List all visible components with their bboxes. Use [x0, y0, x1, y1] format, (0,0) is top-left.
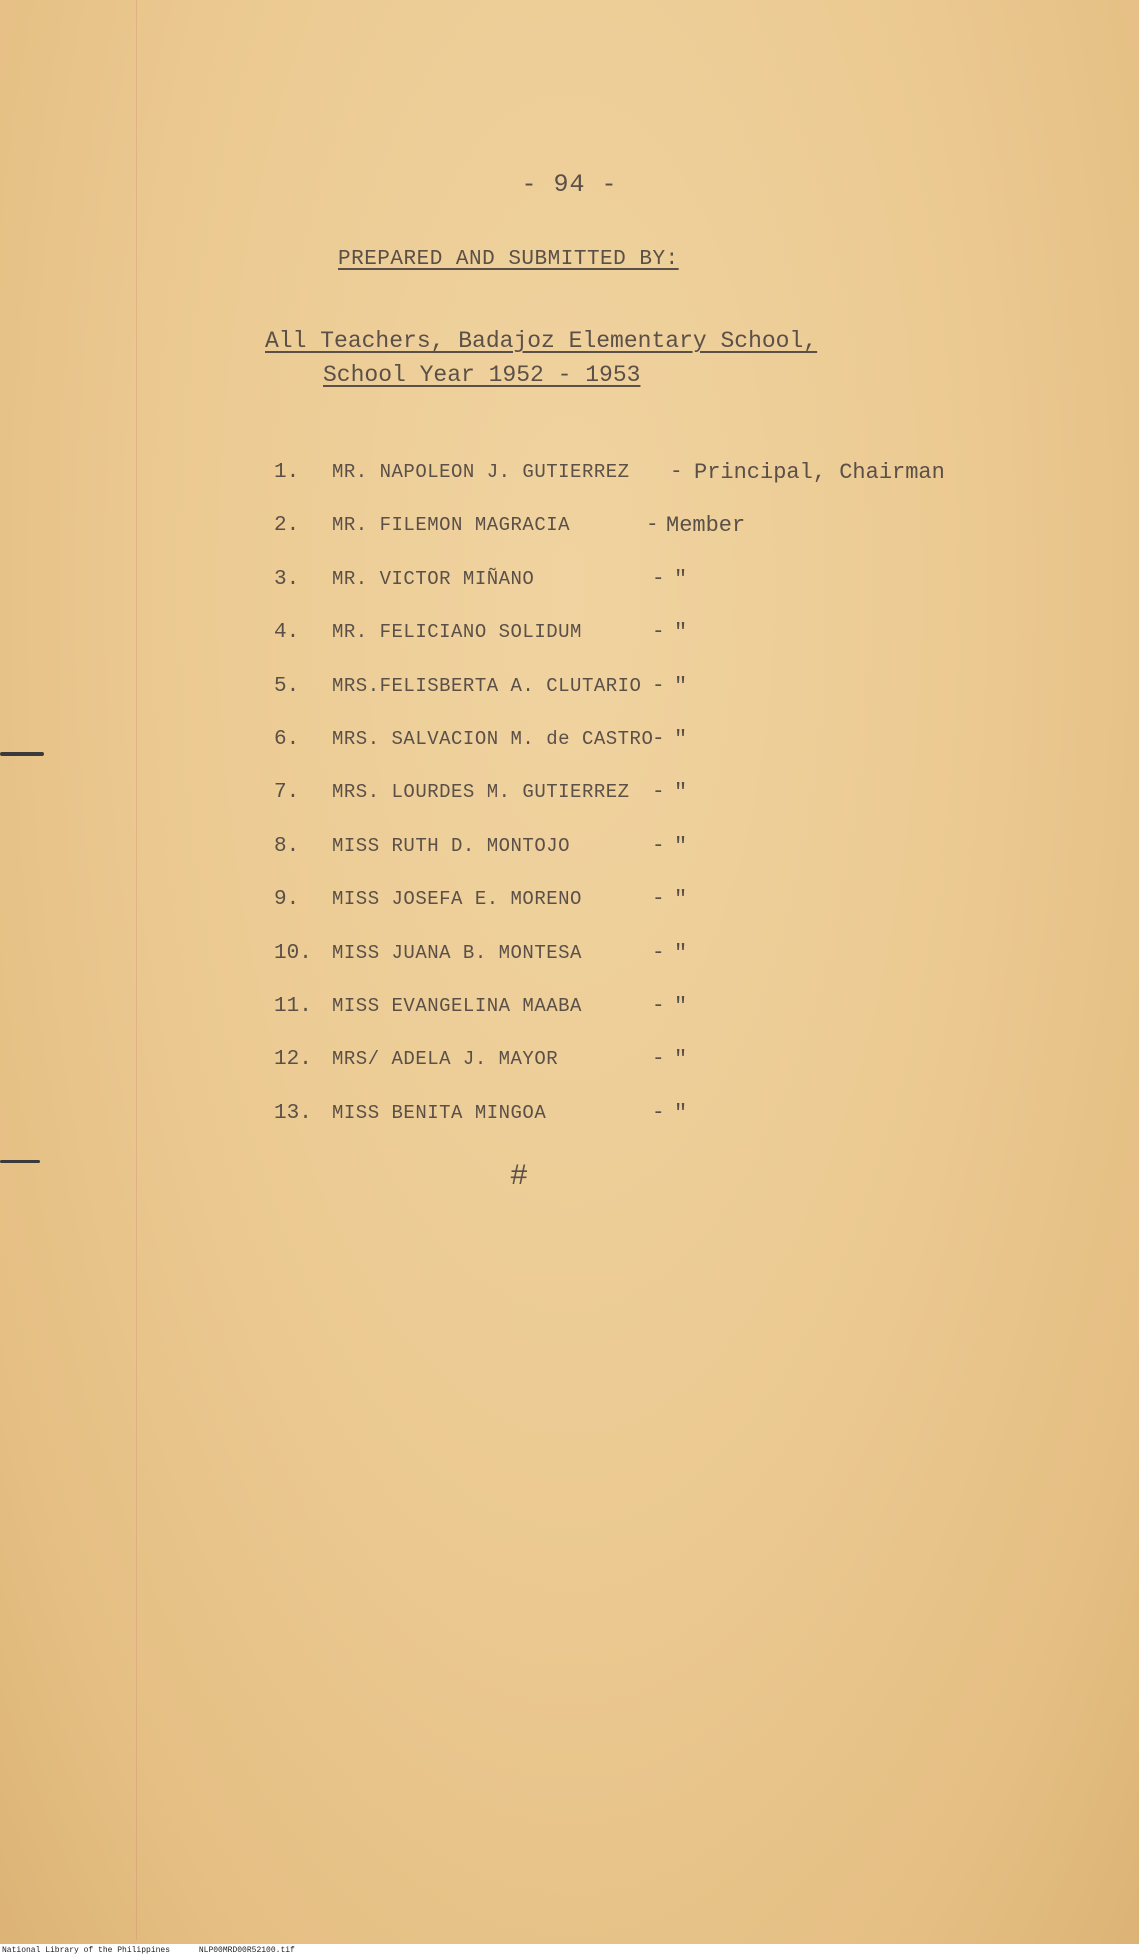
binding-mark-top: [0, 752, 44, 756]
member-name: MRS.FELISBERTA A. CLUTARIO: [332, 674, 642, 697]
margin-rule: [136, 0, 137, 1940]
item-number: 8.: [274, 834, 300, 858]
member-role: ": [674, 726, 688, 752]
separator-dash: -: [670, 461, 683, 484]
binding-mark-bottom: [0, 1160, 40, 1163]
document-heading: PREPARED AND SUBMITTED BY:: [338, 248, 679, 271]
list-item: [274, 766, 1034, 819]
separator-dash: -: [652, 567, 665, 591]
item-number: 12.: [274, 1048, 312, 1072]
document-subheading: [265, 324, 817, 392]
member-role: ": [674, 887, 688, 913]
member-role: ": [674, 620, 688, 646]
separator-dash: -: [652, 888, 665, 912]
member-name: MISS JUANA B. MONTESA: [332, 941, 582, 964]
member-role: ": [674, 993, 688, 1019]
separator-dash: -: [652, 1048, 665, 1072]
member-name: MRS. SALVACION M. de CASTRO: [332, 727, 654, 750]
item-number: 9.: [274, 888, 300, 912]
member-role: ": [674, 780, 688, 806]
item-number: 10.: [274, 941, 312, 965]
separator-dash: -: [652, 674, 665, 698]
list-item: [274, 1087, 1034, 1140]
member-name: MR. FELICIANO SOLIDUM: [332, 621, 582, 644]
member-name: MISS BENITA MINGOA: [332, 1101, 547, 1124]
list-item: [274, 820, 1034, 873]
member-name: MISS EVANGELINA MAABA: [332, 994, 582, 1017]
separator-dash: -: [652, 1101, 665, 1125]
separator-dash: -: [646, 514, 659, 538]
member-name: MISS JOSEFA E. MORENO: [332, 888, 582, 911]
scan-footer: [0, 1944, 1139, 1958]
member-name: MRS/ ADELA J. MAYOR: [332, 1048, 559, 1071]
list-item: [274, 606, 1034, 659]
item-number: 13.: [274, 1101, 312, 1125]
member-role: ": [674, 673, 688, 699]
list-item: [274, 980, 1034, 1033]
list-item: [274, 927, 1034, 980]
member-role: ": [674, 1047, 688, 1073]
member-name: MR. FILEMON MAGRACIA: [332, 514, 571, 537]
list-item: [274, 873, 1034, 926]
page-number: - 94 -: [521, 170, 618, 199]
separator-dash: -: [652, 727, 665, 751]
separator-dash: -: [652, 781, 665, 805]
list-item: [274, 499, 1034, 552]
list-item: [274, 553, 1034, 606]
item-number: 6.: [274, 727, 300, 751]
footer-filename: NLP00MRD00R52100.tif: [198, 1946, 295, 1955]
list-item: [274, 1033, 1034, 1086]
member-name: MISS RUTH D. MONTOJO: [332, 834, 571, 857]
separator-dash: -: [652, 941, 665, 965]
separator-dash: -: [652, 994, 665, 1018]
member-role: Principal, Chairman: [694, 460, 945, 485]
member-role: Member: [666, 513, 746, 539]
list-item: [274, 713, 1034, 766]
member-name: MRS. LOURDES M. GUTIERREZ: [332, 781, 630, 804]
footer-library: National Library of the Philippines: [2, 1946, 171, 1955]
item-number: 5.: [274, 674, 300, 698]
item-number: 2.: [274, 514, 300, 538]
end-mark: #: [510, 1160, 529, 1194]
item-number: 11.: [274, 994, 312, 1018]
list-item: [274, 660, 1034, 713]
member-name: MR. VICTOR MIÑANO: [332, 567, 535, 590]
item-number: 7.: [274, 781, 300, 805]
list-item: [274, 446, 1034, 499]
separator-dash: -: [652, 621, 665, 645]
member-role: ": [674, 566, 688, 592]
item-number: 4.: [274, 621, 300, 645]
member-role: ": [674, 1100, 688, 1126]
item-number: 3.: [274, 567, 300, 591]
member-name: MR. NAPOLEON J. GUTIERREZ: [332, 461, 630, 483]
subheading-line-2: School Year 1952 - 1953: [323, 362, 641, 388]
item-number: 1.: [274, 461, 300, 484]
subheading-line-1: All Teachers, Badajoz Elementary School,: [265, 328, 818, 354]
member-role: ": [674, 940, 688, 966]
member-list: [274, 446, 1034, 1140]
separator-dash: -: [652, 834, 665, 858]
member-role: ": [674, 833, 688, 859]
